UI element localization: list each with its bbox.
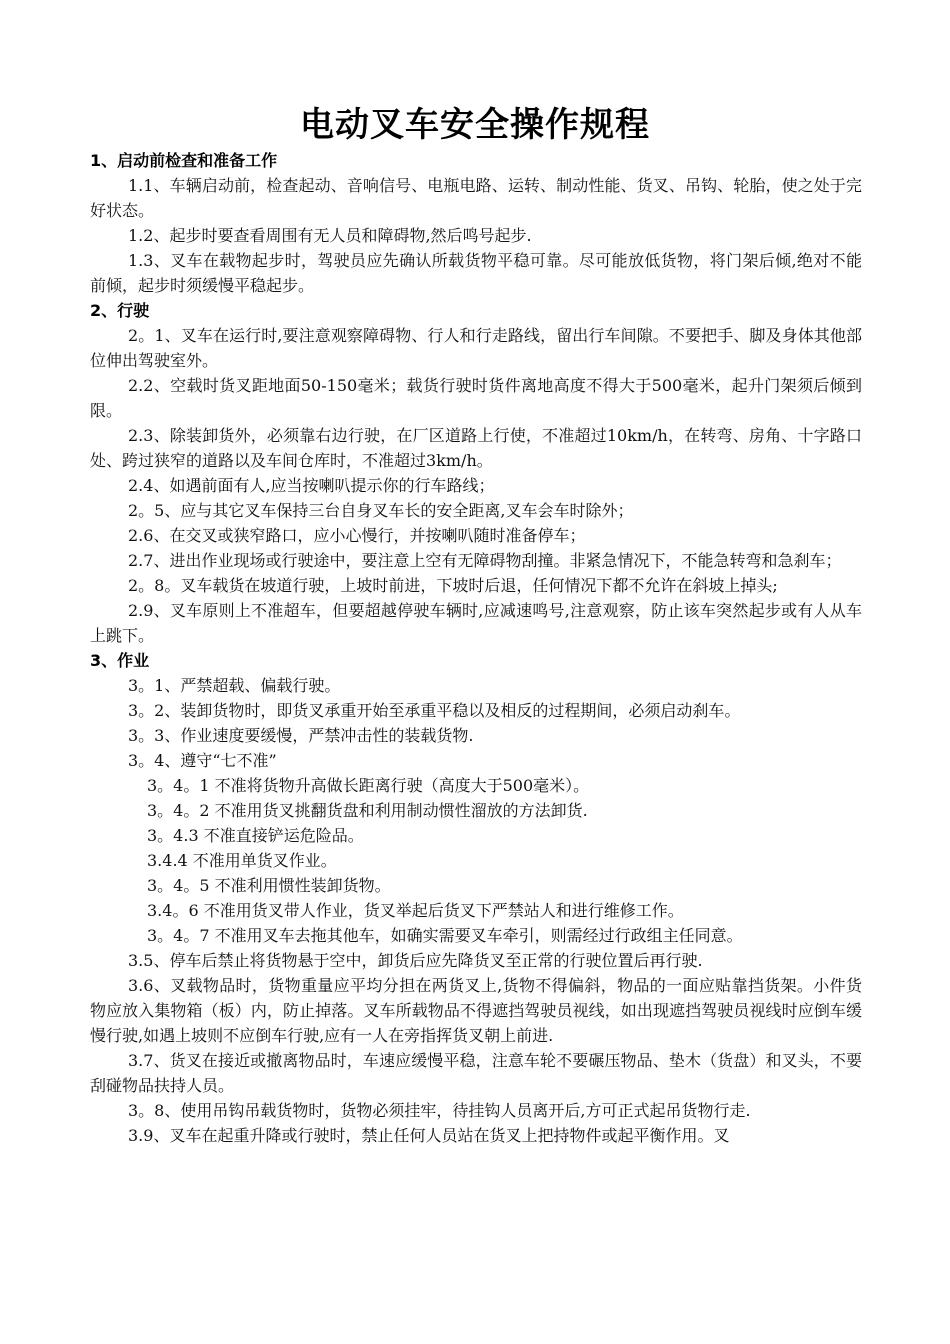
- paragraph-2-4: 2.4、如遇前面有人,应当按喇叭提示你的行车路线；: [128, 476, 495, 495]
- rule-item-2: 3。4。2 不准用货叉挑翻货盘和利用制动惯性溜放的方法卸货.: [147, 801, 588, 820]
- rule-item-1: 3。4。1 不准将货物升高做长距离行驶（高度大于500毫米）。: [147, 776, 590, 795]
- document-body: [90, 148, 862, 1148]
- paragraph-3-6: 3.6、叉载物品时，货物重量应平均分担在两货叉上,货物不得偏斜，物品的一面应贴靠挡货架。小件货物应放入集物箱（板）内，防止掉落。叉车所载物品不得遮挡驾驶员视线，如出现遮挡驾驶员视线时应倒车缓慢行驶,如遇上坡则不应倒车行驶,应有一人在旁指挥货叉朝上前进.: [90, 976, 862, 1045]
- section-heading-2: 2、行驶: [90, 301, 150, 320]
- paragraph-3-3: 3。3、作业速度要缓慢，严禁冲击性的装载货物.: [128, 726, 474, 745]
- paragraph-1-3: 1.3、叉车在载物起步时，驾驶员应先确认所载货物平稳可靠。尽可能放低货物，将门架后倾,绝对不能前倾，起步时须缓慢平稳起步。: [90, 251, 862, 295]
- rule-item-7: 3。4。7 不准用叉车去拖其他车，如确实需要叉车牵引，则需经过行政组主任同意。: [147, 926, 743, 945]
- paragraph-2-5: 2。5、应与其它叉车保持三台自身叉车长的安全距离,叉车会车时除外；: [128, 501, 634, 520]
- rule-item-5: 3。4。5 不准利用惯性装卸货物。: [147, 876, 391, 895]
- paragraph-3-7: 3.7、货叉在接近或撤离物品时，车速应缓慢平稳，注意车轮不要碾压物品、垫木（货盘）和叉头，不要刮碰物品扶持人员。: [90, 1051, 862, 1095]
- paragraph-2-9: 2.9、叉车原则上不准超车，但要超越停驶车辆时,应减速鸣号,注意观察，防止该车突然起步或有人从车上跳下。: [90, 601, 862, 645]
- paragraph-2-1: 2。1、叉车在运行时,要注意观察障碍物、行人和行走路线，留出行车间隙。不要把手、脚及身体其他部位伸出驾驶室外。: [90, 326, 862, 370]
- paragraph-3-8: 3。8、使用吊钩吊载货物时，货物必须挂牢，待挂钩人员离开后,方可正式起吊货物行走.: [128, 1101, 751, 1120]
- document-title: 电动叉车安全操作规程: [300, 105, 650, 145]
- paragraph-1-1: 1.1、车辆启动前，检查起动、音响信号、电瓶电路、运转、制动性能、货叉、吊钩、轮胎，使之处于完好状态。: [90, 176, 862, 220]
- paragraph-2-3: 2.3、除装卸货外，必须靠右边行驶，在厂区道路上行使，不准超过10km/h，在转弯、房角、十字路口处、跨过狭窄的道路以及车间仓库时，不准超过3km/h。: [90, 426, 862, 470]
- paragraph-1-2: 1.2、起步时要查看周围有无人员和障碍物,然后鸣号起步.: [128, 226, 532, 245]
- paragraph-2-6: 2.6、在交叉或狭窄路口，应小心慢行，并按喇叭随时准备停车；: [128, 526, 586, 545]
- paragraph-3-4: 3。4、遵守“七不准”: [128, 751, 277, 770]
- paragraph-3-5: 3.5、停车后禁止将货物悬于空中，卸货后应先降货叉至正常的行驶位置后再行驶.: [128, 951, 703, 970]
- paragraph-3-2: 3。2、装卸货物时，即货叉承重开始至承重平稳以及相反的过程期间，必须启动刹车。: [128, 701, 741, 720]
- section-heading-1: 1、启动前检查和准备工作: [90, 151, 278, 170]
- rule-item-4: 3.4.4 不准用单货叉作业。: [147, 851, 337, 870]
- paragraph-2-7: 2.7、进出作业现场或行驶途中，要注意上空有无障碍物刮撞。非紧急情况下，不能急转弯和急刹车；: [128, 551, 842, 570]
- paragraph-2-2: 2.2、空载时货叉距地面50-150毫米；载货行驶时货件离地高度不得大于500毫米，起升门架须后倾到限。: [90, 376, 862, 420]
- paragraph-3-9: 3.9、叉车在起重升降或行驶时，禁止任何人员站在货叉上把持物件或起平衡作用。叉: [128, 1126, 730, 1145]
- rule-item-3: 3。4.3 不准直接铲运危险品。: [147, 826, 364, 845]
- section-heading-3: 3、作业: [90, 651, 150, 670]
- rule-item-6: 3.4。6 不准用货叉带人作业，货叉举起后货叉下严禁站人和进行维修工作。: [147, 901, 684, 920]
- paragraph-3-1: 3。1、严禁超载、偏载行驶。: [128, 676, 341, 695]
- paragraph-2-8: 2。8。叉车载货在坡道行驶，上坡时前进，下坡时后退，任何情况下都不允许在斜坡上掉头;: [128, 576, 778, 595]
